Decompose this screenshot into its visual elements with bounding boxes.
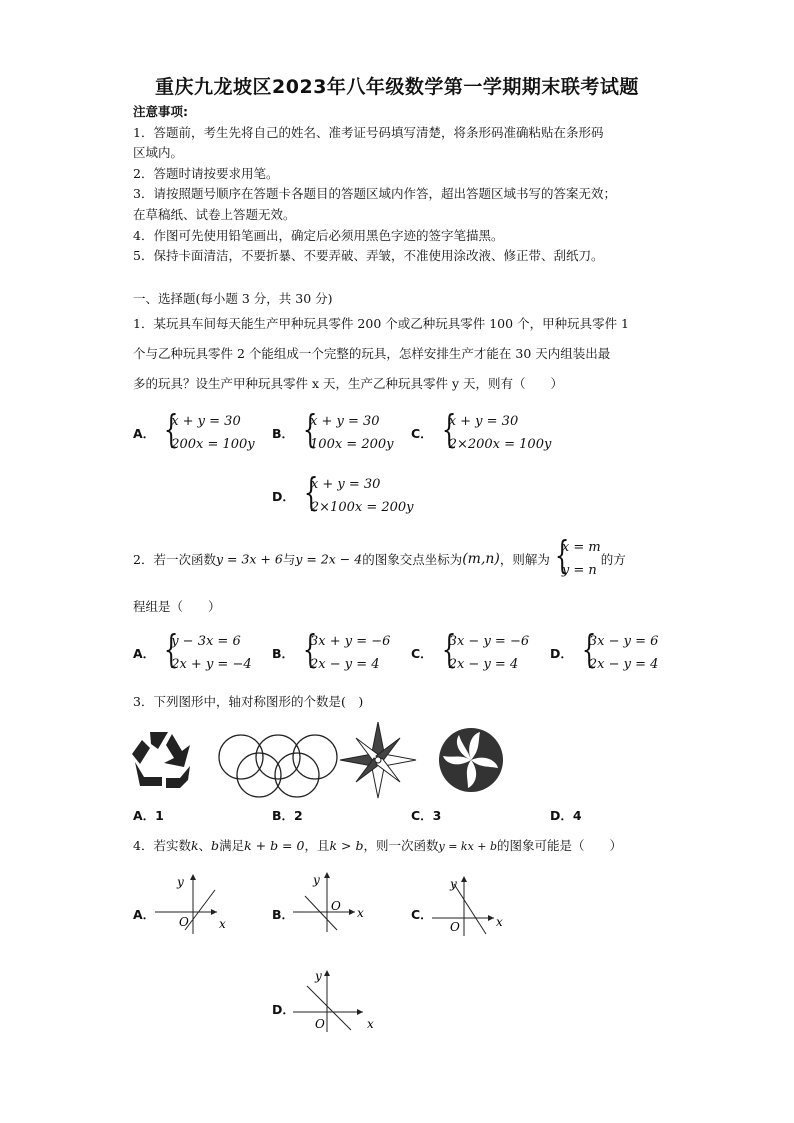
equation-line: y = n [561, 563, 597, 578]
option-label: B． [272, 907, 295, 922]
notice-item: 区域内。 [133, 145, 184, 161]
x-arrow-icon [488, 915, 494, 921]
question-4 [133, 836, 673, 854]
page-title: 重庆九龙坡区2023年八年级数学第一学期期末联考试题 [155, 76, 639, 98]
text-fragment: 4．若实数 [133, 838, 191, 853]
equation-line: 2×200x = 100y [448, 437, 552, 452]
equation-line: y − 3x = 6 [171, 634, 241, 649]
formula: (m,n) [462, 551, 500, 567]
q3-option-c[interactable] [411, 806, 441, 824]
solution-system: { x = m y = n [552, 536, 601, 582]
q3-option-a[interactable] [133, 806, 164, 824]
notice-item: 3．请按照题号顺序在答题卡各题目的答题区域内作答，超出答题区域书写的答案无效； [133, 186, 616, 202]
q1-option-b[interactable] [272, 407, 394, 456]
notice-item: 2．答题时请按要求用笔。 [133, 165, 279, 181]
option-label: D． [272, 1002, 295, 1017]
equation-system: { x + y = 30 200x = 100y [161, 410, 254, 456]
y-label: y [177, 875, 184, 889]
x-arrow-icon [349, 909, 355, 915]
x-arrow-icon [211, 909, 217, 915]
x-label: x [219, 917, 226, 931]
equation-line: 2x + y = −4 [171, 657, 252, 672]
equation-system: { 3x + y = −6 2x − y = 4 [300, 630, 390, 676]
q4-graph-a [155, 872, 235, 934]
equation-line: x + y = 30 [171, 414, 241, 429]
notice-block [133, 102, 673, 267]
option-label: C．3 [411, 808, 442, 823]
equation-line: x + y = 30 [448, 414, 519, 429]
y-arrow-icon [324, 970, 330, 976]
option-label: C． [411, 646, 433, 661]
text-fragment: ，且 [304, 838, 330, 853]
question-1-line: 多的玩具？设生产甲种玩具零件 x 天，生产乙种玩具零件 y 天，则有（ ） [133, 376, 564, 391]
equation-line: 3x − y = 6 [588, 634, 659, 649]
q4-option-a-label[interactable] [133, 905, 155, 923]
text-fragment: ，则解为 [499, 552, 550, 567]
function-line [185, 890, 215, 930]
equation-line: 2x − y = 4 [448, 657, 519, 672]
q2-option-c[interactable] [411, 627, 530, 676]
q2-option-d[interactable] [550, 627, 659, 676]
function-line [307, 986, 351, 1030]
q4-graph-b [293, 870, 373, 932]
text-fragment: 与 [282, 552, 296, 567]
section-heading: 一、选择题(每小题 3 分，共 30 分) [133, 291, 333, 306]
notice-item: 5．保持卡面清洁，不要折暴、不要弄破、弄皱，不准使用涂改液、修正带、刮纸刀。 [133, 248, 604, 264]
formula: y = kx + b [438, 840, 498, 853]
equation-line: 2×100x = 200y [310, 500, 414, 515]
option-label: D．4 [550, 808, 582, 823]
option-label: B． [272, 646, 295, 661]
equation-line: 2x − y = 4 [588, 657, 659, 672]
q1-option-d[interactable] [272, 470, 414, 519]
equation-system: { 3x − y = −6 2x − y = 4 [439, 630, 529, 676]
formula: k [190, 838, 199, 853]
equation-line: 3x − y = −6 [448, 634, 530, 649]
formula: y = 3x + 6 [215, 551, 283, 567]
formula: b [211, 838, 220, 853]
option-label: D． [550, 646, 573, 661]
equation-system: { x + y = 30 2×200x = 100y [439, 410, 552, 456]
notice-heading: 注意事项: [133, 104, 188, 119]
y-label: y [315, 969, 322, 983]
bauhinia-disc-icon [439, 728, 503, 792]
q4-option-b-label[interactable] [272, 905, 294, 923]
text-fragment: 的方 [600, 552, 626, 567]
x-label: x [357, 906, 364, 920]
question-2-line: 程组是（ ） [133, 599, 221, 614]
question-1-line: 1．某玩具车间每天能生产甲种玩具零件 200 个或乙种玩具零件 100 个，甲种玩具零件 1 [133, 316, 629, 331]
text-fragment: 的图象交点坐标为 [362, 552, 463, 567]
notice-item: 1．答题前，考生先将自己的姓名、准考证号码填写清楚，将条形码准确粘贴在条形码 [133, 124, 604, 140]
option-label: A． [133, 907, 156, 922]
y-arrow-icon [324, 872, 330, 878]
x-arrow-icon [357, 1009, 363, 1015]
origin-label: O [450, 920, 460, 934]
option-label: B．2 [272, 808, 303, 823]
option-label: B． [272, 426, 295, 441]
y-arrow-icon [190, 874, 196, 880]
y-label: y [313, 873, 320, 887]
text-fragment: ，则一次函数 [363, 838, 439, 853]
question-3: 3．下列图形中，轴对称图形的个数是( ) [133, 694, 364, 709]
option-label: D． [272, 489, 295, 504]
equation-line: 100x = 200y [310, 437, 394, 452]
equation-system: { 3x − y = 6 2x − y = 4 [579, 630, 659, 676]
formula: k > b [329, 838, 364, 853]
q2-option-b[interactable] [272, 627, 391, 676]
q3-figures [128, 722, 508, 802]
option-label: A． [133, 426, 156, 441]
option-label: C． [411, 907, 433, 922]
x-label: x [496, 915, 503, 929]
question-2 [133, 533, 673, 582]
text-fragment: 的图象可能是（ ） [497, 838, 623, 853]
y-arrow-icon [461, 876, 467, 882]
y-label: y [450, 877, 457, 891]
text-fragment: 、 [198, 838, 212, 853]
q3-option-d[interactable] [550, 806, 582, 824]
option-label: C． [411, 426, 433, 441]
origin-label: O [331, 899, 341, 913]
formula: k + b = 0 [244, 838, 305, 853]
q1-option-a[interactable] [133, 407, 255, 456]
x-label: x [367, 1017, 374, 1031]
notice-item: 4．作图可先使用铅笔画出，确定后必须用黑色字迹的签字笔描黑。 [133, 227, 504, 243]
text-fragment: 2．若一次函数 [133, 552, 216, 567]
equation-line: x = m [561, 540, 601, 555]
equation-system: { x + y = 30 2×100x = 200y [301, 473, 414, 519]
equation-line: x + y = 30 [310, 477, 381, 492]
equation-line: x + y = 30 [310, 414, 380, 429]
option-label: A． [133, 646, 156, 661]
five-rings-icon [219, 735, 337, 797]
formula: y = 2x − 4 [295, 551, 363, 567]
q4-graph-d [293, 966, 383, 1032]
text-fragment: 满足 [219, 838, 245, 853]
q4-option-c-label[interactable] [411, 905, 433, 923]
notice-item: 在草稿纸、试卷上答题无效。 [133, 206, 296, 222]
compass-star-icon [340, 722, 416, 798]
equation-line: 3x + y = −6 [310, 634, 391, 649]
equation-line: 2x − y = 4 [310, 657, 380, 672]
q4-graph-c [432, 874, 512, 936]
option-label: A．1 [133, 808, 164, 823]
q4-option-d-label[interactable] [272, 1000, 295, 1018]
origin-label: O [315, 1017, 325, 1031]
origin-label: O [179, 915, 189, 929]
equation-line: 200x = 100y [171, 437, 255, 452]
recycle-triangle-icon [132, 732, 190, 788]
equation-system: { y − 3x = 6 2x + y = −4 [161, 630, 251, 676]
q2-option-a[interactable] [133, 627, 252, 676]
q3-option-b[interactable] [272, 806, 303, 824]
question-1 [133, 309, 673, 399]
q1-option-c[interactable] [411, 407, 552, 456]
equation-system: { x + y = 30 100x = 200y [300, 410, 393, 456]
question-1-line: 个与乙种玩具零件 2 个能组成一个完整的玩具，怎样安排生产才能在 30 天内组装出最 [133, 346, 611, 361]
